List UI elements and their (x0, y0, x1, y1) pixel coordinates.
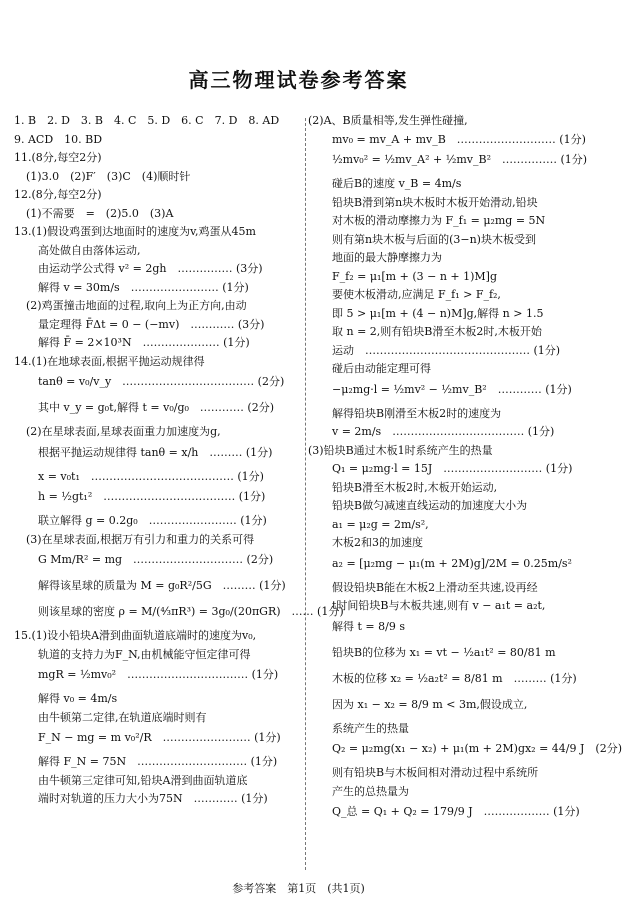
answer-line: 铅块B滑至木板2时,木板开始运动, (332, 480, 498, 494)
answer-line: 木板的位移 x₂ = ½a₂t² = 8/81 m ……… (1分) (332, 671, 577, 685)
answer-line: mgR = ½mv₀² …………………………… (1分) (38, 668, 279, 681)
answer-line: 量定理得 F̄Δt = 0 − (−mv) ………… (3分) (38, 317, 265, 331)
answer-line: ½mv₀² = ½mv_A² + ½mv_B² …………… (1分) (332, 153, 588, 166)
answer-line: 解得 v₀ = 4m/s (38, 692, 118, 705)
answer-line: 要使木板滑动,应满足 F_f₁ > F_f₂, (332, 288, 501, 301)
answer-line: 15.(1)设小铅块A滑到曲面轨道底端时的速度为v₀, (14, 629, 257, 642)
answer-line: 端时对轨道的压力大小为75N ………… (1分) (38, 792, 268, 805)
answer-line: (3)在星球表面,根据万有引力和重力的关系可得 (26, 532, 255, 546)
answer-line: 解得 F_N = 75N ………………………… (1分) (38, 755, 278, 768)
answer-line: v = 2m/s ……………………………… (1分) (332, 425, 555, 438)
answer-line: Q_总 = Q₁ + Q₂ = 179/9 J ……………… (1分) (332, 805, 580, 818)
answer-line: 由牛顿第二定律,在轨道底端时则有 (38, 710, 207, 724)
page-title: 高三物理试卷参考答案 (188, 68, 409, 92)
answer-line: 14.(1)在地球表面,根据平抛运动规律得 (14, 354, 205, 368)
answer-line: 其中 v_y = g₀t,解得 t = v₀/g₀ ………… (2分) (38, 401, 274, 414)
answer-line: t时间铅块B与木板共速,则有 v − a₁t = a₂t, (332, 599, 546, 612)
answer-line: (1)不需要 = (2)5.0 (3)A (26, 206, 174, 220)
answer-line: 1. B 2. D 3. B 4. C 5. D 6. C 7. D 8. AD (14, 114, 280, 127)
answer-line: 地面的最大静摩擦力为 (332, 251, 442, 264)
answer-line: (2)在星球表面,星球表面重力加速度为g, (26, 425, 221, 438)
right-column (308, 114, 622, 829)
answer-line: x = v₀t₁ ………………………………… (1分) (38, 469, 264, 483)
answer-line: 运动 ……………………………………… (1分) (332, 343, 561, 357)
answer-line: (1)3.0 (2)F′ (3)C (4)顺时针 (26, 169, 191, 183)
answer-line: (2)鸡蛋撞击地面的过程,取向上为正方向,由动 (26, 299, 247, 312)
answer-line: 因为 x₁ − x₂ = 8/9 m < 3m,假设成立, (332, 697, 528, 711)
answer-line: 13.(1)假设鸡蛋到达地面时的速度为v,鸡蛋从45m (14, 225, 256, 238)
answer-line: G Mm/R² = mg ………………………… (2分) (38, 553, 274, 566)
answer-line: 解得 F̄ = 2×10³N ………………… (1分) (38, 336, 250, 349)
answer-line: 则有第n块木板与后面的(3−n)块木板受到 (332, 232, 536, 246)
answer-line: 对木板的滑动摩擦力为 F_f₁ = μ₂mg = 5N (332, 214, 546, 227)
answer-line: a₁ = μ₂g = 2m/s², (332, 517, 429, 531)
answer-line: F_N − mg = m v₀²/R …………………… (1分) (38, 731, 281, 744)
answer-line: 产生的总热量为 (332, 784, 409, 798)
answer-line: 系统产生的热量 (332, 721, 409, 735)
answer-line: (2)A、B质量相等,发生弹性碰撞, (308, 114, 468, 127)
answer-line: tanθ = v₀/v_y ……………………………… (2分) (38, 375, 285, 388)
answer-line: 由牛顿第三定律可知,铅块A滑到曲面轨道底 (38, 773, 248, 787)
page-footer: 参考答案 第1页 (共1页) (232, 882, 365, 895)
answer-line: 木板2和3的加速度 (332, 536, 423, 549)
answer-line: 联立解得 g = 0.2g₀ …………………… (1分) (38, 514, 267, 527)
answer-line: 轨道的支持力为F_N,由机械能守恒定律可得 (38, 647, 251, 661)
answer-line: 解得该星球的质量为 M = g₀R²/5G ……… (1分) (38, 579, 286, 592)
answer-line: 假设铅块B能在木板2上滑动至共速,设再经 (332, 580, 538, 594)
answer-line: h = ½gt₁² ……………………………… (1分) (38, 490, 266, 503)
answer-line: Q₂ = μ₂mg(x₁ − x₂) + μ₁(m + 2M)gx₂ = 44/9 J (2分) (332, 742, 622, 755)
answer-line: 则该星球的密度 ρ = M/(⁴⁄₃πR³) = 3g₀/(20πGR) …… (1分) (38, 605, 344, 618)
answer-line: 取 n = 2,则有铅块B滑至木板2时,木板开始 (332, 325, 542, 338)
answer-line: F_f₂ = μ₁[m + (3 − n + 1)M]g (332, 269, 497, 283)
answer-line: 铅块B滑到第n块木板时木板开始滑动,铅块 (332, 195, 538, 209)
answer-line: 9. ACD 10. BD (14, 132, 103, 146)
answer-line: 解得 v = 30m/s …………………… (1分) (38, 280, 249, 294)
answer-line: 12.(8分,每空2分) (14, 188, 102, 201)
column-divider (305, 118, 306, 870)
answer-line: 解得铅块B刚滑至木板2时的速度为 (332, 406, 502, 420)
left-column (14, 114, 344, 811)
answer-line: 铅块B的位移为 x₁ = vt − ½a₁t² = 80/81 m (332, 645, 556, 659)
answer-line: 即 5 > μ₁[m + (4 − n)M]g,解得 n > 1.5 (332, 306, 544, 320)
answer-line: 碰后由动能定理可得 (332, 362, 431, 375)
answer-line: 碰后B的速度 v_B = 4m/s (332, 177, 462, 190)
answer-line: 解得 t = 8/9 s (332, 619, 405, 633)
answer-line: a₂ = [μ₂mg − μ₁(m + 2M)g]/2M = 0.25m/s² (332, 556, 572, 570)
answer-line: 11.(8分,每空2分) (14, 151, 102, 164)
answer-line: 则有铅块B与木板间相对滑动过程中系统所 (332, 766, 539, 779)
answer-line: (3)铅块B通过木板1时系统产生的热量 (308, 443, 493, 457)
answer-line: mv₀ = mv_A + mv_B ……………………… (1分) (332, 132, 586, 146)
answer-line: 铅块B做匀减速直线运动的加速度大小为 (332, 499, 528, 512)
answer-line: 高处做自由落体运动, (38, 243, 141, 257)
answer-line: Q₁ = μ₂mg·l = 15J ……………………… (1分) (332, 462, 573, 475)
answer-line: −μ₂mg·l = ½mv² − ½mv_B² ………… (1分) (332, 382, 572, 396)
answer-line: 由运动学公式得 v² = 2gh …………… (3分) (38, 262, 263, 275)
answer-line: 根据平抛运动规律得 tanθ = x/h ……… (1分) (38, 445, 273, 459)
